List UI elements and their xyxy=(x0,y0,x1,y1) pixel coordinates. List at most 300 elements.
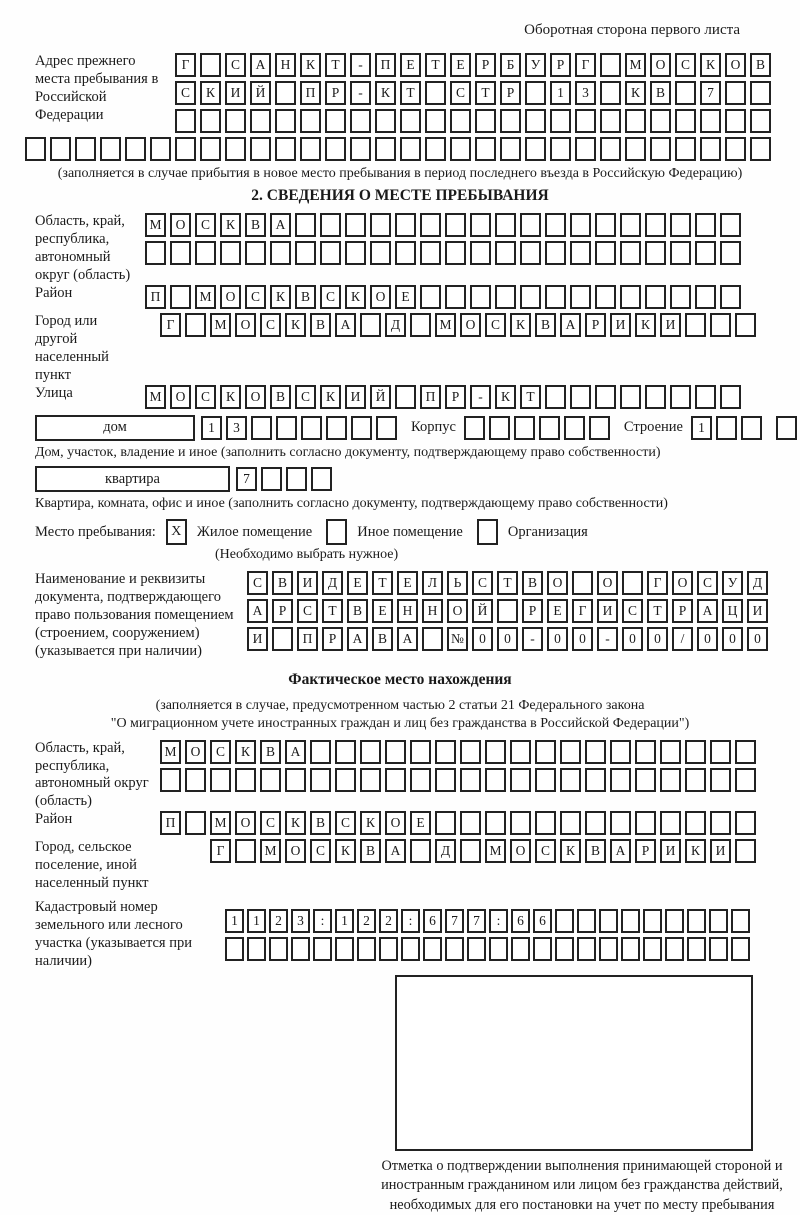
char-cell[interactable] xyxy=(345,241,366,265)
char-cell[interactable]: К xyxy=(320,385,341,409)
char-cell[interactable] xyxy=(185,768,206,792)
char-cell[interactable] xyxy=(564,416,585,440)
char-cell[interactable]: 2 xyxy=(269,909,288,933)
char-cell[interactable] xyxy=(600,81,621,105)
char-cell[interactable]: С xyxy=(195,213,216,237)
char-cell[interactable] xyxy=(360,768,381,792)
char-cell[interactable]: Д xyxy=(747,571,768,595)
char-cell[interactable] xyxy=(510,740,531,764)
char-cell[interactable]: О xyxy=(547,571,568,595)
char-cell[interactable]: О xyxy=(385,811,406,835)
char-cell[interactable] xyxy=(370,241,391,265)
char-cell[interactable]: Т xyxy=(322,599,343,623)
char-cell[interactable] xyxy=(520,241,541,265)
char-cell[interactable] xyxy=(497,599,518,623)
char-cell[interactable] xyxy=(311,467,332,491)
char-cell[interactable] xyxy=(595,385,616,409)
char-cell[interactable]: С xyxy=(260,313,281,337)
char-cell[interactable] xyxy=(525,109,546,133)
char-cell[interactable] xyxy=(185,313,206,337)
char-cell[interactable]: П xyxy=(300,81,321,105)
char-cell[interactable]: С xyxy=(175,81,196,105)
char-cell[interactable]: Е xyxy=(400,53,421,77)
char-cell[interactable] xyxy=(261,467,282,491)
char-cell[interactable]: С xyxy=(450,81,471,105)
char-cell[interactable] xyxy=(145,241,166,265)
char-cell[interactable] xyxy=(335,768,356,792)
char-cell[interactable] xyxy=(395,241,416,265)
char-cell[interactable] xyxy=(643,937,662,961)
char-cell[interactable] xyxy=(700,137,721,161)
city-cells[interactable] xyxy=(160,313,760,337)
char-cell[interactable] xyxy=(550,109,571,133)
char-cell[interactable] xyxy=(635,811,656,835)
char-cell[interactable] xyxy=(716,416,737,440)
char-cell[interactable]: О xyxy=(460,313,481,337)
stroenie-extra-cell[interactable] xyxy=(776,416,800,440)
char-cell[interactable] xyxy=(200,109,221,133)
char-cell[interactable] xyxy=(422,627,443,651)
char-cell[interactable] xyxy=(660,740,681,764)
char-cell[interactable]: К xyxy=(270,285,291,309)
char-cell[interactable]: 1 xyxy=(335,909,354,933)
char-cell[interactable]: Т xyxy=(372,571,393,595)
char-cell[interactable] xyxy=(670,385,691,409)
char-cell[interactable] xyxy=(645,285,666,309)
char-cell[interactable] xyxy=(170,241,191,265)
apartment-number-cells[interactable] xyxy=(236,467,336,491)
char-cell[interactable]: Р xyxy=(322,627,343,651)
char-cell[interactable]: 6 xyxy=(533,909,552,933)
char-cell[interactable] xyxy=(620,285,641,309)
char-cell[interactable] xyxy=(295,241,316,265)
char-cell[interactable] xyxy=(570,213,591,237)
char-cell[interactable]: В xyxy=(245,213,266,237)
char-cell[interactable] xyxy=(360,740,381,764)
stroenie-cells[interactable] xyxy=(691,416,766,440)
char-cell[interactable]: 7 xyxy=(236,467,257,491)
char-cell[interactable] xyxy=(610,768,631,792)
char-cell[interactable] xyxy=(470,285,491,309)
char-cell[interactable] xyxy=(675,81,696,105)
char-cell[interactable] xyxy=(685,740,706,764)
char-cell[interactable]: Д xyxy=(435,839,456,863)
char-cell[interactable] xyxy=(620,241,641,265)
char-cell[interactable] xyxy=(485,811,506,835)
actual-district-cells[interactable] xyxy=(160,811,760,835)
char-cell[interactable] xyxy=(235,839,256,863)
char-cell[interactable] xyxy=(620,385,641,409)
char-cell[interactable] xyxy=(376,416,397,440)
checkbox-organization[interactable] xyxy=(477,519,498,545)
char-cell[interactable] xyxy=(285,768,306,792)
char-cell[interactable] xyxy=(495,241,516,265)
char-cell[interactable]: М xyxy=(210,313,231,337)
char-cell[interactable]: М xyxy=(145,213,166,237)
char-cell[interactable]: К xyxy=(285,811,306,835)
char-cell[interactable] xyxy=(335,740,356,764)
char-cell[interactable] xyxy=(595,213,616,237)
char-cell[interactable]: К xyxy=(625,81,646,105)
char-cell[interactable]: Б xyxy=(500,53,521,77)
char-cell[interactable] xyxy=(710,740,731,764)
char-cell[interactable] xyxy=(520,285,541,309)
char-cell[interactable]: П xyxy=(420,385,441,409)
char-cell[interactable]: В xyxy=(360,839,381,863)
char-cell[interactable] xyxy=(510,811,531,835)
char-cell[interactable]: Н xyxy=(422,599,443,623)
char-cell[interactable] xyxy=(570,385,591,409)
char-cell[interactable] xyxy=(595,285,616,309)
char-cell[interactable] xyxy=(709,909,728,933)
char-cell[interactable]: С xyxy=(297,599,318,623)
char-cell[interactable]: И xyxy=(660,313,681,337)
char-cell[interactable]: Г xyxy=(210,839,231,863)
char-cell[interactable] xyxy=(310,740,331,764)
char-cell[interactable] xyxy=(725,81,746,105)
char-cell[interactable]: О xyxy=(650,53,671,77)
char-cell[interactable] xyxy=(665,937,684,961)
char-cell[interactable] xyxy=(560,811,581,835)
char-cell[interactable]: Н xyxy=(275,53,296,77)
char-cell[interactable] xyxy=(570,285,591,309)
char-cell[interactable]: О xyxy=(185,740,206,764)
house-type-box[interactable]: дом xyxy=(35,415,195,441)
char-cell[interactable] xyxy=(687,937,706,961)
char-cell[interactable]: 2 xyxy=(357,909,376,933)
cadastre-row1-cells[interactable] xyxy=(225,909,753,933)
char-cell[interactable]: П xyxy=(375,53,396,77)
char-cell[interactable]: Г xyxy=(647,571,668,595)
char-cell[interactable]: Р xyxy=(325,81,346,105)
char-cell[interactable] xyxy=(720,213,741,237)
char-cell[interactable] xyxy=(400,109,421,133)
char-cell[interactable] xyxy=(375,137,396,161)
char-cell[interactable]: С xyxy=(335,811,356,835)
char-cell[interactable] xyxy=(420,285,441,309)
char-cell[interactable] xyxy=(325,109,346,133)
apartment-type-box[interactable]: квартира xyxy=(35,466,230,492)
char-cell[interactable] xyxy=(735,313,756,337)
char-cell[interactable] xyxy=(645,241,666,265)
char-cell[interactable] xyxy=(425,109,446,133)
char-cell[interactable] xyxy=(725,137,746,161)
char-cell[interactable]: С xyxy=(622,599,643,623)
char-cell[interactable]: А xyxy=(335,313,356,337)
char-cell[interactable] xyxy=(247,937,266,961)
char-cell[interactable] xyxy=(585,811,606,835)
char-cell[interactable] xyxy=(445,285,466,309)
char-cell[interactable]: М xyxy=(210,811,231,835)
char-cell[interactable] xyxy=(610,740,631,764)
char-cell[interactable] xyxy=(735,768,756,792)
char-cell[interactable] xyxy=(260,768,281,792)
char-cell[interactable] xyxy=(720,285,741,309)
char-cell[interactable]: Е xyxy=(450,53,471,77)
char-cell[interactable]: 0 xyxy=(722,627,743,651)
char-cell[interactable]: К xyxy=(685,839,706,863)
char-cell[interactable]: Е xyxy=(395,285,416,309)
char-cell[interactable]: С xyxy=(295,385,316,409)
char-cell[interactable] xyxy=(291,937,310,961)
char-cell[interactable]: К xyxy=(200,81,221,105)
char-cell[interactable]: 0 xyxy=(747,627,768,651)
char-cell[interactable] xyxy=(350,137,371,161)
char-cell[interactable] xyxy=(420,213,441,237)
char-cell[interactable]: В xyxy=(522,571,543,595)
char-cell[interactable]: К xyxy=(510,313,531,337)
checkbox-other-premises[interactable] xyxy=(326,519,347,545)
char-cell[interactable]: 6 xyxy=(511,909,530,933)
char-cell[interactable]: : xyxy=(313,909,332,933)
char-cell[interactable]: А xyxy=(270,213,291,237)
char-cell[interactable]: И xyxy=(710,839,731,863)
char-cell[interactable]: О xyxy=(672,571,693,595)
char-cell[interactable] xyxy=(269,937,288,961)
char-cell[interactable]: О xyxy=(285,839,306,863)
char-cell[interactable] xyxy=(475,137,496,161)
char-cell[interactable]: С xyxy=(210,740,231,764)
char-cell[interactable]: Т xyxy=(520,385,541,409)
char-cell[interactable]: Г xyxy=(575,53,596,77)
char-cell[interactable]: Н xyxy=(397,599,418,623)
char-cell[interactable]: У xyxy=(722,571,743,595)
char-cell[interactable] xyxy=(535,740,556,764)
char-cell[interactable]: С xyxy=(195,385,216,409)
char-cell[interactable] xyxy=(220,241,241,265)
char-cell[interactable] xyxy=(460,740,481,764)
char-cell[interactable]: М xyxy=(435,313,456,337)
char-cell[interactable]: О xyxy=(597,571,618,595)
char-cell[interactable] xyxy=(410,740,431,764)
char-cell[interactable] xyxy=(720,385,741,409)
char-cell[interactable]: Р xyxy=(635,839,656,863)
char-cell[interactable] xyxy=(620,213,641,237)
char-cell[interactable] xyxy=(650,109,671,133)
char-cell[interactable] xyxy=(250,137,271,161)
char-cell[interactable]: 0 xyxy=(497,627,518,651)
char-cell[interactable] xyxy=(313,937,332,961)
char-cell[interactable] xyxy=(175,109,196,133)
char-cell[interactable]: С xyxy=(245,285,266,309)
char-cell[interactable]: О xyxy=(235,811,256,835)
char-cell[interactable] xyxy=(535,768,556,792)
char-cell[interactable]: С xyxy=(675,53,696,77)
char-cell[interactable]: О xyxy=(235,313,256,337)
char-cell[interactable]: У xyxy=(525,53,546,77)
char-cell[interactable]: И xyxy=(247,627,268,651)
char-cell[interactable]: Р xyxy=(475,53,496,77)
char-cell[interactable]: С xyxy=(247,571,268,595)
char-cell[interactable] xyxy=(435,740,456,764)
char-cell[interactable] xyxy=(310,768,331,792)
char-cell[interactable] xyxy=(687,909,706,933)
char-cell[interactable]: Р xyxy=(445,385,466,409)
char-cell[interactable] xyxy=(50,137,71,161)
char-cell[interactable] xyxy=(685,313,706,337)
char-cell[interactable] xyxy=(572,571,593,595)
char-cell[interactable]: 1 xyxy=(691,416,712,440)
char-cell[interactable]: Р xyxy=(672,599,693,623)
document-row2-cells[interactable] xyxy=(247,599,772,623)
char-cell[interactable] xyxy=(710,768,731,792)
char-cell[interactable] xyxy=(709,937,728,961)
char-cell[interactable] xyxy=(500,109,521,133)
char-cell[interactable] xyxy=(445,937,464,961)
char-cell[interactable]: В xyxy=(270,385,291,409)
prev-address-row3-cells[interactable] xyxy=(175,109,775,133)
char-cell[interactable] xyxy=(600,109,621,133)
char-cell[interactable]: С xyxy=(535,839,556,863)
char-cell[interactable]: В xyxy=(295,285,316,309)
char-cell[interactable]: Т xyxy=(325,53,346,77)
char-cell[interactable]: К xyxy=(635,313,656,337)
char-cell[interactable]: № xyxy=(447,627,468,651)
char-cell[interactable]: 3 xyxy=(291,909,310,933)
char-cell[interactable]: 1 xyxy=(225,909,244,933)
char-cell[interactable] xyxy=(275,81,296,105)
char-cell[interactable]: К xyxy=(360,811,381,835)
char-cell[interactable] xyxy=(195,241,216,265)
char-cell[interactable]: С xyxy=(472,571,493,595)
char-cell[interactable] xyxy=(475,109,496,133)
char-cell[interactable] xyxy=(545,213,566,237)
char-cell[interactable]: Г xyxy=(160,313,181,337)
char-cell[interactable]: А xyxy=(285,740,306,764)
char-cell[interactable]: А xyxy=(385,839,406,863)
char-cell[interactable] xyxy=(595,241,616,265)
char-cell[interactable] xyxy=(750,109,771,133)
char-cell[interactable]: Т xyxy=(497,571,518,595)
char-cell[interactable] xyxy=(470,241,491,265)
char-cell[interactable]: В xyxy=(310,811,331,835)
char-cell[interactable]: М xyxy=(485,839,506,863)
actual-region-row2-cells[interactable] xyxy=(160,768,760,792)
char-cell[interactable] xyxy=(450,109,471,133)
char-cell[interactable]: И xyxy=(345,385,366,409)
char-cell[interactable]: В xyxy=(372,627,393,651)
char-cell[interactable]: - xyxy=(522,627,543,651)
char-cell[interactable] xyxy=(485,768,506,792)
char-cell[interactable] xyxy=(535,811,556,835)
char-cell[interactable] xyxy=(735,811,756,835)
char-cell[interactable]: В xyxy=(535,313,556,337)
char-cell[interactable] xyxy=(485,740,506,764)
char-cell[interactable]: С xyxy=(225,53,246,77)
char-cell[interactable] xyxy=(351,416,372,440)
char-cell[interactable]: О xyxy=(245,385,266,409)
char-cell[interactable]: 3 xyxy=(226,416,247,440)
char-cell[interactable]: Й xyxy=(250,81,271,105)
char-cell[interactable] xyxy=(150,137,171,161)
char-cell[interactable] xyxy=(550,137,571,161)
char-cell[interactable]: А xyxy=(560,313,581,337)
char-cell[interactable]: О xyxy=(170,213,191,237)
char-cell[interactable] xyxy=(489,416,510,440)
char-cell[interactable] xyxy=(445,213,466,237)
char-cell[interactable] xyxy=(460,839,481,863)
char-cell[interactable]: О xyxy=(725,53,746,77)
char-cell[interactable] xyxy=(670,213,691,237)
char-cell[interactable] xyxy=(600,53,621,77)
char-cell[interactable]: В xyxy=(260,740,281,764)
char-cell[interactable] xyxy=(464,416,485,440)
char-cell[interactable] xyxy=(326,416,347,440)
char-cell[interactable] xyxy=(560,768,581,792)
char-cell[interactable] xyxy=(225,937,244,961)
char-cell[interactable] xyxy=(675,109,696,133)
char-cell[interactable]: О xyxy=(510,839,531,863)
char-cell[interactable] xyxy=(420,241,441,265)
char-cell[interactable] xyxy=(423,937,442,961)
char-cell[interactable] xyxy=(395,213,416,237)
char-cell[interactable]: К xyxy=(220,385,241,409)
char-cell[interactable]: И xyxy=(610,313,631,337)
prev-address-row2-cells[interactable] xyxy=(175,81,775,105)
char-cell[interactable]: Г xyxy=(572,599,593,623)
char-cell[interactable]: Р xyxy=(550,53,571,77)
char-cell[interactable] xyxy=(575,137,596,161)
char-cell[interactable]: : xyxy=(489,909,508,933)
char-cell[interactable]: П xyxy=(145,285,166,309)
document-row1-cells[interactable] xyxy=(247,571,772,595)
char-cell[interactable]: К xyxy=(375,81,396,105)
char-cell[interactable]: С xyxy=(485,313,506,337)
char-cell[interactable] xyxy=(400,137,421,161)
char-cell[interactable] xyxy=(643,909,662,933)
char-cell[interactable] xyxy=(635,768,656,792)
char-cell[interactable]: Р xyxy=(585,313,606,337)
char-cell[interactable]: Ь xyxy=(447,571,468,595)
char-cell[interactable]: 6 xyxy=(423,909,442,933)
char-cell[interactable]: Д xyxy=(385,313,406,337)
char-cell[interactable]: А xyxy=(697,599,718,623)
char-cell[interactable]: 0 xyxy=(647,627,668,651)
char-cell[interactable] xyxy=(511,937,530,961)
char-cell[interactable]: 0 xyxy=(572,627,593,651)
char-cell[interactable] xyxy=(577,937,596,961)
char-cell[interactable]: 0 xyxy=(697,627,718,651)
char-cell[interactable]: 1 xyxy=(201,416,222,440)
char-cell[interactable]: Е xyxy=(547,599,568,623)
char-cell[interactable]: - xyxy=(597,627,618,651)
char-cell[interactable] xyxy=(735,740,756,764)
char-cell[interactable] xyxy=(645,385,666,409)
char-cell[interactable] xyxy=(425,81,446,105)
char-cell[interactable]: 1 xyxy=(550,81,571,105)
char-cell[interactable] xyxy=(225,137,246,161)
char-cell[interactable]: : xyxy=(401,909,420,933)
char-cell[interactable] xyxy=(625,137,646,161)
char-cell[interactable] xyxy=(585,740,606,764)
char-cell[interactable]: О xyxy=(447,599,468,623)
char-cell[interactable]: Е xyxy=(347,571,368,595)
char-cell[interactable] xyxy=(650,137,671,161)
char-cell[interactable] xyxy=(670,285,691,309)
char-cell[interactable] xyxy=(589,416,610,440)
char-cell[interactable] xyxy=(731,909,750,933)
char-cell[interactable] xyxy=(410,839,431,863)
char-cell[interactable] xyxy=(395,385,416,409)
char-cell[interactable] xyxy=(75,137,96,161)
char-cell[interactable]: Е xyxy=(397,571,418,595)
char-cell[interactable] xyxy=(622,571,643,595)
char-cell[interactable] xyxy=(335,937,354,961)
char-cell[interactable]: - xyxy=(350,53,371,77)
char-cell[interactable]: О xyxy=(170,385,191,409)
char-cell[interactable]: К xyxy=(285,313,306,337)
char-cell[interactable] xyxy=(670,241,691,265)
